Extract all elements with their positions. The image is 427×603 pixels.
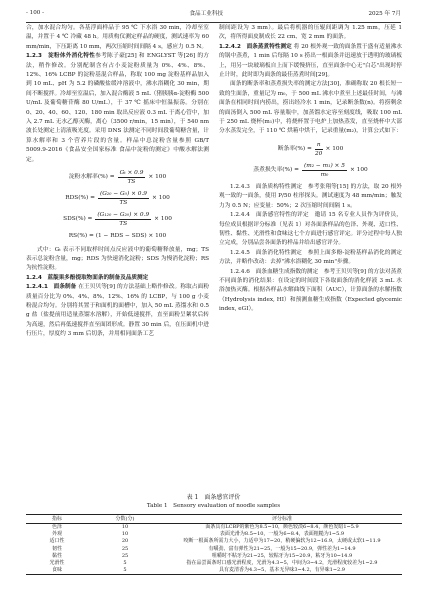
issue-date: 2025 年 7月 — [368, 11, 401, 17]
table-row — [26, 524, 402, 532]
formula-cooking-loss: 蒸煮损失率(%) = $\frac{\text{(m₂ − m₁) × 5}}{\text{m₀}}$ × 100 — [253, 162, 368, 178]
table-row — [26, 553, 402, 560]
table-header-row — [26, 515, 402, 524]
table-caption-en: Table 1 Sensory evaluation of noodle samples — [146, 503, 281, 509]
table-cell: 食味 — [26, 567, 88, 575]
table-caption — [26, 494, 401, 510]
table-cell: 黏性 — [51, 552, 62, 559]
column-header: 指标 — [26, 515, 88, 524]
paragraph: 1.2.4.3 面条质构特性测定 参考张翔等[15] 的方法，取 20 根外观一致的一面条，使用 P/50 柱形探头。测试速度为 48 mm/min；触发力为 0.5 N；应变量：50%；2 次压缩时间间隔 1 s。 — [219, 183, 402, 209]
column-header: 评分标准 — [162, 515, 402, 524]
paragraph: 1.2.4.5 面条消化特性测定 参照上面多酚-淀粉基样品消化的测定方法，并略作改动：去掉"沸水浴糊化 30 min"步骤。 — [219, 249, 402, 266]
formula-breakage-rate: 断条率(%) = $\frac{n}{20}$ × 100 — [277, 141, 344, 157]
table-cell: 25 — [121, 545, 129, 552]
body-columns — [26, 24, 402, 492]
formula-hydrolysis: 淀粉水解率(%) = $\frac{\text{Gₜ × 0.9}}{TS}$ × 100 — [68, 170, 167, 186]
paragraph: 1.2.4.4 面条感官特性的评定 邀请 15 名专业人员作为评价员，每位成员根据评分标准（见表 1）对各面条样品的色泽、外观、适口性、韧性、黏性、光滑性和食味这七个方面进行感官评定。评分过程中每人独立完成，分别品尝各面条的样品并给出感官评分。 — [219, 212, 402, 247]
table-cell: 外观 — [51, 531, 62, 538]
table-cell: 适口性 — [49, 538, 65, 545]
table-cell: 5 — [123, 559, 127, 566]
formula-rs: RS(%) = (1 − RDS − SDS) × 100 — [68, 233, 167, 240]
table-cell: 色泽 — [51, 524, 62, 531]
paragraph: 参考陈子豪[25] 和 ENGLYST 等[26] 的方法，稍作修改。分别配制含有占小麦淀粉质量为 0%、4%、8%、12%、16% LCBP 的淀粉基混合样品，称取 100 mg 淀粉基样品加入到 10 mL、pH 为 5.2 的磷酸盐缓冲溶液中，沸水浴糊化 30 min，期间不断搅拌。冷却至室温后，加入混合酶液 5 mL（猪胰胰α-淀粉酶 500 U/mL 及葡萄糖苷酶 80 U/mL），于 37 ℃ 摇床中恒温振荡。分别在 0、20、40、60、120、180 min 取出反应液 0.3 mL 于离心管中，加入 2.7 mL 无水乙醇灭酶，离心（3500 r/min，15 min），于 540 nm 波长处测定上清液吸光度。采用 DNS 法测定不同时间段葡萄糖含量，计算水解率和 3 个营养片段的含量。样品中总淀粉含量参照 GB/T 5009.9-2016《食品安全国家标准 食品中淀粉的测定》中酸水解法测定。 — [26, 53, 209, 163]
page-number: - 100 - — [26, 10, 45, 16]
table-cell: 5 — [88, 567, 162, 575]
formula-rds: RDS(%) = $\frac{\text{(G₂₀ − G₀) × 0.9}}{TS}$ × 100 — [65, 191, 170, 207]
table-cell: 具有麦清香为4.3~5，基本无异味3~4.2，有异味1~2.9 — [162, 567, 402, 575]
table-cell: 咀嚼时不粘牙为21~25，较粘牙为15~20.9，粘牙为10~14.9 — [211, 552, 353, 559]
formula-sds: SDS(%) = $\frac{\text{(G₁₂₀ − G₂₀) × 0.9}}{TS}$ × 100 — [63, 212, 172, 228]
table-caption-cn: 表 1 面条感官评价 — [186, 494, 241, 501]
table-cell: 10 — [121, 524, 129, 531]
table-cell: 光滑性 — [49, 559, 65, 566]
table-cell: 25 — [121, 552, 129, 559]
column-header: 分数(分) — [88, 515, 162, 524]
page-header — [26, 6, 401, 23]
left-column — [26, 24, 209, 492]
paragraph: 合，加水混合均匀。各基浮面样品于 95 ℃ 下水浴 30 min，冷却至室温，并置于 4 ℃ 冷藏 48 h。用质构仪测定样品的硬度，测试速率为 60 mm/min，下压距离 10 mm，两次压缩时间间隔 4 s，感应力 0.5 N。 — [26, 25, 209, 50]
section-heading: 1.2.4.1 面条制备 — [26, 284, 77, 291]
table-row — [26, 567, 402, 575]
paragraph: 式中：Gₜ 表示不同取样时间点反应液中的葡萄糖释放量，mg；TS 表示总淀粉含量，mg；RDS 为快速消化淀粉；SDS 为慢消化淀粉；RS 为抗性淀粉。 — [26, 246, 209, 272]
table-cell: 表面光滑为8.5~10，一般为6~8.4，表面粗糙为1~5.9 — [219, 531, 345, 538]
paragraph: 1.2.4.6 面条血糖生成指数的测定 参考王贝贝等[9] 的方法对蒸煮不同面条的消化结果：在设定的时间段下各取面条的消化样液 3 mL 水浴加热灭酶。根据各样品水解曲线下面积（AUC），计算面条的水解指数（Hydrolysis index, HI）和预测血糖生成指数（Expected glycemic index, eGI）。 — [219, 268, 402, 313]
table-cell: 20 — [121, 538, 129, 545]
table-cell: 咬断一根面条所需力大小，力适中为17~20，稍硬偏软为12~16.9，太硬或太软1~11.9 — [183, 538, 381, 545]
journal-name: 食品工业科技 — [189, 11, 224, 17]
table-row — [26, 546, 402, 553]
right-column — [219, 24, 402, 492]
table-row — [26, 538, 402, 545]
paragraph: 在王贝贝等[9] 的方法基础上略作修改。称取占面粉质量百分比为 0%、4%、8%、12%、16% 的 LCBP，与 100 g 小麦粉混合均匀。分别将其置于和面机的面槽中，加入 50 mL 蒸馏水和 0.5 g 盐（盐提前用适量蒸馏水溶解），开始低速搅拌，直至面粉呈絮状后转为高速，然后再低速搅拌直至面团形成。静置 30 min 后，在压面机中进行压片，厚度约 3 mm 后切条，并用相同面条工艺 — [26, 284, 209, 338]
section-heading: 1.2.4.2 面条蒸煮特性测定 — [219, 43, 292, 50]
table-cell: 10 — [121, 531, 129, 538]
paragraph: 制间距设为 3 mm）。最后将机器的压辊间距调为 1.25 mm，压延 1 次，将所得面皮制成长 22 cm、宽 2 mm 的面条。 — [219, 25, 402, 41]
table-cell: 韧性 — [51, 545, 62, 552]
table-cell: 面条具有LCBP的紫色为8.5~10，颜色较淡6~8.4，颜色发暗1~5.9 — [205, 524, 359, 531]
sensory-evaluation-table — [26, 514, 402, 575]
table-cell: 指在品尝面条时口感光滑程度，光滑为4.3~5，中间为3~4.2，光滑程度较差为1~2.9 — [186, 559, 378, 566]
table-row — [26, 560, 402, 567]
section-heading: 1.2.3 淀粉体外消化特性 — [26, 53, 96, 60]
section-heading: 1.2.4 蓝靛果多酚提取物面条的制备及品质测定 — [26, 274, 149, 281]
paragraph: 面条的断条率和蒸煮损失率的测定方法[30]，准确称取 20 根长短一致的生面条，重量记为 m₀，于 500 mL 沸水中煮至上述最佳时间，与沸面条在相同时间内捞出，捞出经冷水 1 min，记录断条数(n)。将捞剩余的面汤倒入 500 mL 容量瓶中，加蒸馏水定容至刻度线，吸取 100 mL 于 250 mL 烧杯(m₁)中，将烧杯置于电炉上加热蒸发，直至烧杯中大部分水蒸发完全，于 110 ℃ 烘箱中烘干，记录重量(m₂)，计算公式如下： — [219, 81, 402, 135]
table-cell: 有嚼劲、富有弹性为21~25，一般为15~20.9，弹性差为1~14.9 — [208, 545, 356, 552]
paragraph: 将 20 根外观一致的面条置于盛有适量沸水的锅中蒸煮，1 min 后每隔 10 s 捞出一根面条并迅速放于透明的玻璃板上，用另一块玻璃板自上而下缓慢挤压，直至面条中心无"白芯"出现时停止计时，此时即为面条的最佳蒸煮时间[29]。 — [219, 43, 402, 79]
